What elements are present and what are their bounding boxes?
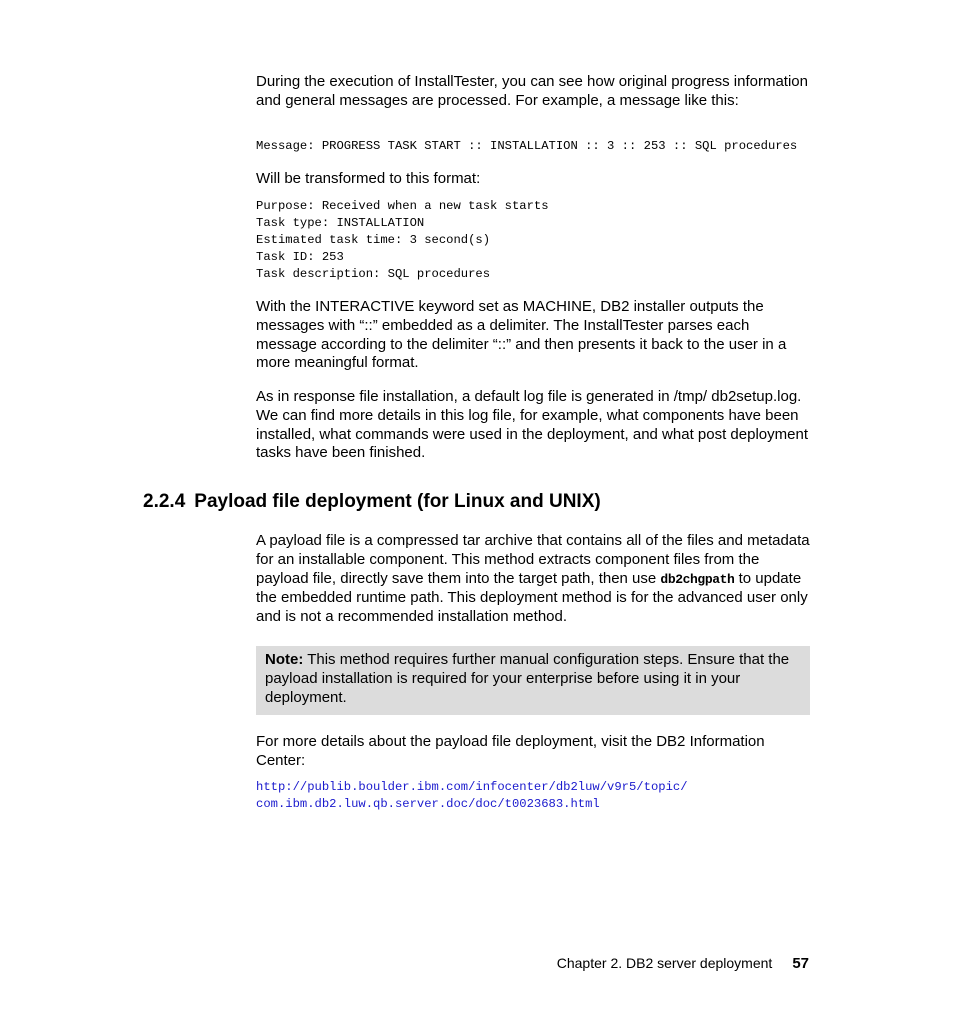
- payload-text-before: A payload file is a compressed tar archive that contains all of the files and metadata for an installable component. This method extracts component files from the payload file, directly save them into the target path, then use: [256, 532, 810, 587]
- info-center-link-line1[interactable]: http://publib.boulder.ibm.com/infocenter/db2luw/v9r5/topic/: [256, 780, 688, 794]
- code-line: Purpose: Received when a new task starts: [256, 199, 549, 213]
- payload-text-after: to update the embedded runtime path. This deployment method is for the advanced user only and is not a recommended installation method.: [256, 569, 808, 626]
- code-line: Task ID: 253: [256, 250, 344, 264]
- transform-text: Will be transformed to this format:: [256, 170, 481, 187]
- section-title: Payload file deployment (for Linux and UNIX): [194, 491, 601, 512]
- message-code-block: [256, 138, 812, 155]
- section-number: 2.2.4: [143, 491, 186, 512]
- page-number: 57: [792, 955, 809, 972]
- info-center-link-block[interactable]: [256, 779, 812, 813]
- payload-text: [256, 532, 812, 627]
- payload-paragraph: [256, 532, 812, 627]
- transform-paragraph: [256, 170, 812, 189]
- note-body: This method requires further manual configuration steps. Ensure that the payload installation is required for your enterprise before using it in your deployment.: [265, 651, 790, 706]
- note-text: [265, 650, 802, 707]
- code-line: Task type: INSTALLATION: [256, 216, 425, 230]
- code-line: Task description: SQL procedures: [256, 267, 491, 281]
- page-footer: [557, 953, 809, 974]
- section-heading: [143, 490, 601, 514]
- info-center-link-line2[interactable]: com.ibm.db2.luw.qb.server.doc/doc/t0023683.html: [256, 797, 600, 811]
- db2chgpath-command: db2chgpath: [660, 571, 735, 587]
- logfile-text: As in response file installation, a default log file is generated in /tmp/ db2setup.log. We can find more details in this log file, for example, what components have been installed, what commands were used in the deployment, and what post deployment tasks have been finished.: [256, 388, 808, 462]
- code-line: Estimated task time: 3 second(s): [256, 233, 491, 247]
- intro-paragraph: [256, 73, 812, 111]
- intro-text: During the execution of InstallTester, you can see how original progress information and general messages are processed. For example, a message like this:: [256, 73, 808, 109]
- interactive-paragraph: [256, 298, 812, 373]
- note-label: Note:: [265, 651, 304, 668]
- interactive-text: With the INTERACTIVE keyword set as MACHINE, DB2 installer outputs the messages with “::” embedded as a delimiter. The InstallTester parses each message according to the delimiter “::” and then presents it back to the user in a more meaningful format.: [256, 298, 787, 372]
- footer-chapter: Chapter 2. DB2 server deployment: [556, 955, 773, 971]
- message-code: Message: PROGRESS TASK START :: INSTALLATION :: 3 :: 253 :: SQL procedures: [256, 139, 798, 153]
- note-box: [256, 646, 810, 715]
- logfile-paragraph: [256, 388, 812, 463]
- format-code-block: [256, 198, 812, 283]
- details-paragraph: [256, 733, 812, 771]
- details-text: For more details about the payload file deployment, visit the DB2 Information Center:: [256, 733, 765, 769]
